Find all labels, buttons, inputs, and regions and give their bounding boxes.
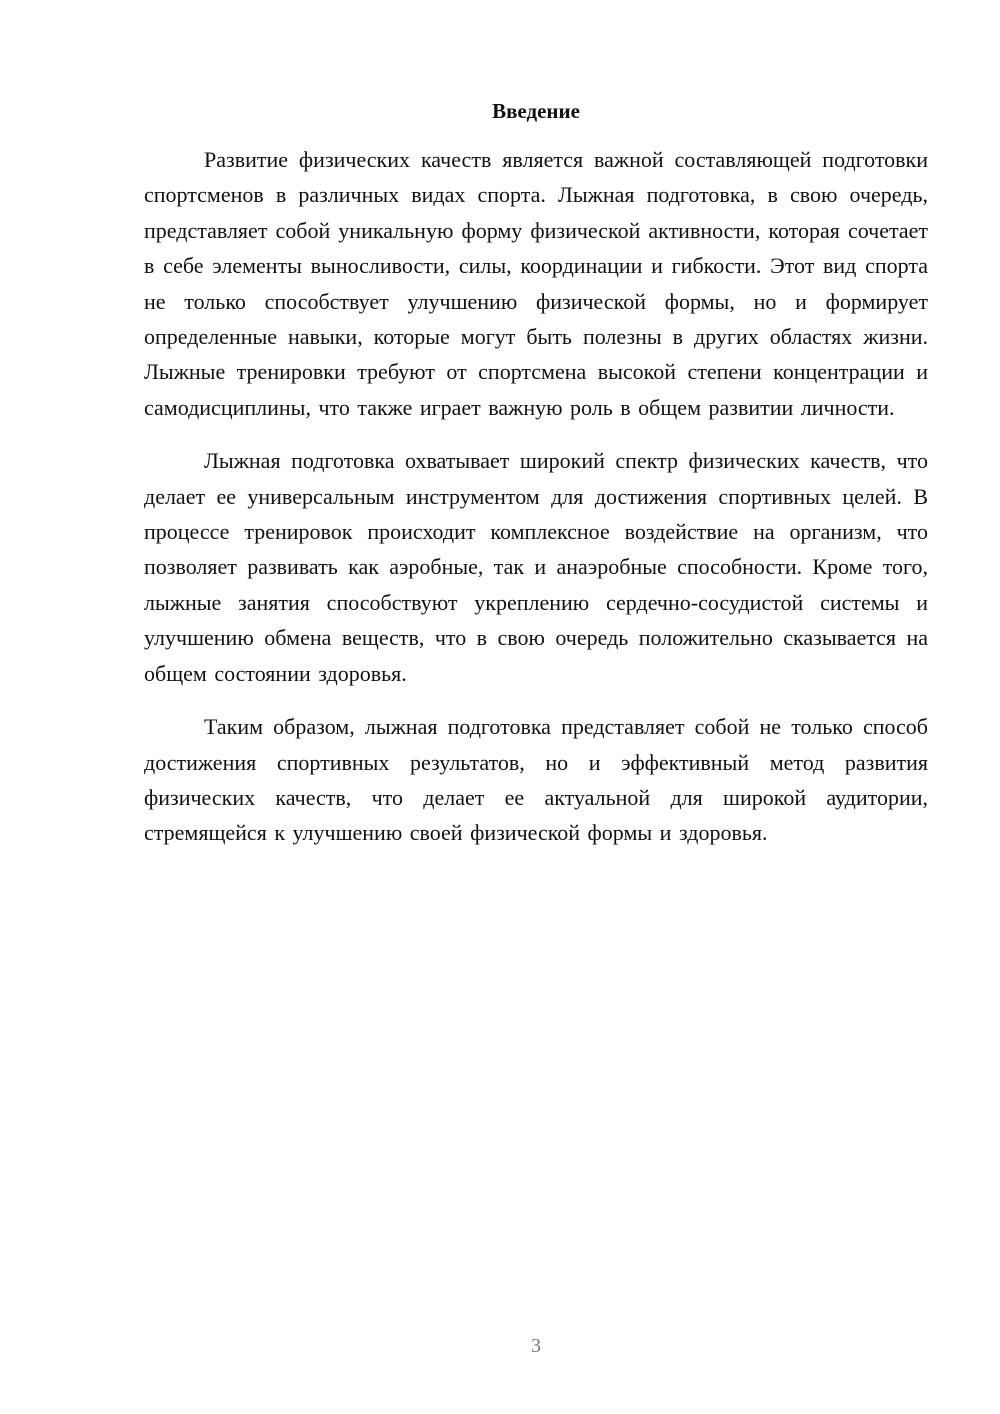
body-text xyxy=(144,142,928,869)
paragraph-2: Лыжная подготовка охватывает широкий спектр физических качеств, что делает ее универсальным инструментом для достижения спортивных целей. В процессе тренировок происходит комплексное воздействие на организм, что позволяет развивать как аэробные, так и анаэробные способности. Кроме того, лыжные занятия способствуют укреплению сердечно-сосудистой системы и улучшению обмена веществ, что в свою очередь положительно сказывается на общем состоянии здоровья. xyxy=(144,448,928,686)
page-number: 3 xyxy=(531,1335,541,1357)
paragraph-1: Развитие физических качеств является важной составляющей подготовки спортсменов в различных видах спорта. Лыжная подготовка, в свою очередь, представляет собой уникальную форму физической активности, которая сочетает в себе элементы выносливости, силы, координации и гибкости. Этот вид спорта не только способствует улучшению физической формы, но и формирует определенные навыки, которые могут быть полезны в других областях жизни. Лыжные тренировки требуют от спортсмена высокой степени концентрации и самодисциплины, что также играет важную роль в общем развитии личности. xyxy=(144,147,928,420)
paragraph-3: Таким образом, лыжная подготовка представляет собой не только способ достижения спортивных результатов, но и эффективный метод развития физических качеств, что делает ее актуальной для широкой аудитории, стремящейся к улучшению своей физической формы и здоровья. xyxy=(144,714,928,846)
page-title: Введение xyxy=(492,99,580,123)
